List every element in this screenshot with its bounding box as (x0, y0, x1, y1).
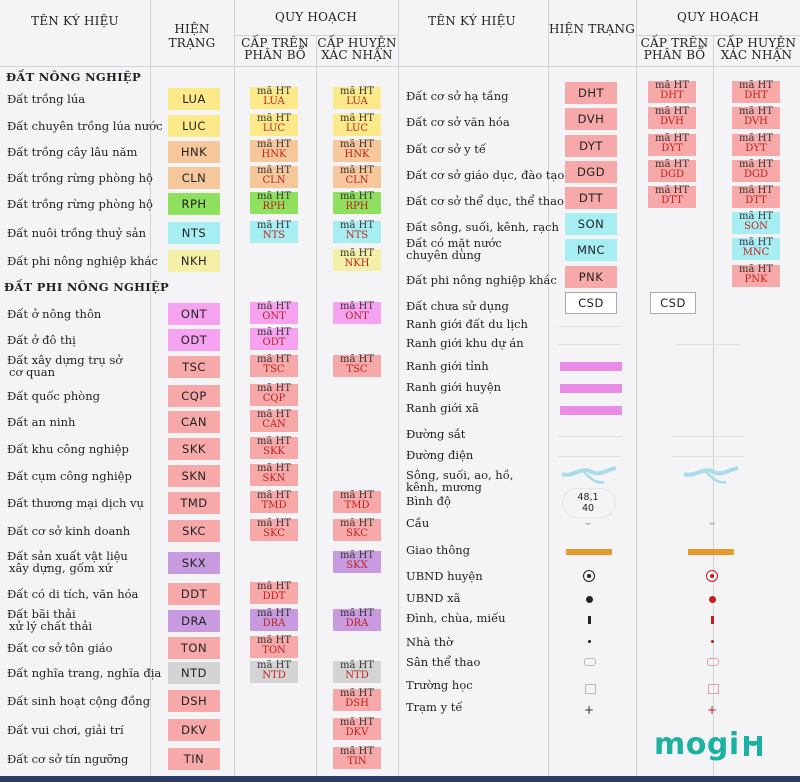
district-plan-swatch (732, 134, 780, 156)
legend-label: Ranh giới tỉnh (406, 359, 489, 373)
legend-label: Đất trồng cây lâu năm (7, 145, 138, 159)
commune-office-icon-plan (709, 596, 716, 603)
plan-code: HNK (344, 149, 370, 160)
district-plan-swatch (333, 689, 381, 711)
plan-code: CLN (262, 175, 286, 186)
plan-prefix: mã HT (654, 185, 689, 196)
contour-value: 48,1 40 (577, 492, 599, 514)
plan-prefix: mã HT (339, 490, 374, 501)
plan-code: CQP (262, 393, 286, 404)
stadium-icon (584, 658, 596, 666)
district-office-icon (583, 570, 595, 582)
current-code-swatch: LUC (168, 115, 220, 137)
plan-prefix: mã HT (256, 165, 291, 176)
plan-code: DRA (262, 618, 286, 629)
plan-prefix: mã HT (256, 383, 291, 394)
upper-plan-swatch (250, 302, 298, 324)
current-code-swatch: MNC (565, 239, 617, 261)
legend-label: Ranh giới xã (406, 401, 479, 415)
upper-plan-swatch (250, 491, 298, 513)
plan-code: HNK (261, 149, 287, 160)
header-current-right: HIỆN TRẠNG (548, 22, 636, 36)
plan-prefix: mã HT (339, 660, 374, 671)
plan-prefix: mã HT (256, 191, 291, 202)
legend-label: Trường học (406, 678, 473, 692)
legend-label: Bình độ (406, 494, 451, 508)
plan-code: NTD (262, 670, 286, 681)
legend-label: Đất phi nông nghiệp khác (406, 273, 557, 287)
legend-label: Đất quốc phòng (7, 389, 100, 403)
plan-prefix: mã HT (256, 436, 291, 447)
plan-prefix: mã HT (256, 86, 291, 97)
current-code-swatch: DDT (168, 583, 220, 605)
district-plan-swatch (333, 718, 381, 740)
upper-plan-swatch (250, 661, 298, 683)
legend-label: Đất chưa sử dụng (406, 299, 509, 313)
district-plan-swatch (333, 140, 381, 162)
plan-prefix: mã HT (256, 113, 291, 124)
plan-prefix: mã HT (256, 518, 291, 529)
upper-plan-swatch (250, 384, 298, 406)
upper-plan-swatch (250, 140, 298, 162)
legend-label: Giao thông (406, 543, 471, 557)
header-planning-right: QUY HOẠCH (676, 10, 760, 24)
plan-prefix: mã HT (256, 490, 291, 501)
upper-plan-swatch (648, 186, 696, 208)
school-icon (585, 684, 596, 694)
plan-prefix: mã HT (339, 550, 374, 561)
plan-prefix: mã HT (738, 133, 773, 144)
upper-plan-swatch (250, 582, 298, 604)
upper-plan-swatch (250, 609, 298, 631)
plan-code: LUA (263, 96, 285, 107)
plan-prefix: mã HT (256, 635, 291, 646)
plan-prefix: mã HT (256, 327, 291, 338)
plan-prefix: mã HT (256, 581, 291, 592)
legend-label: Đất xây dựng trụ sở cơ quan (7, 353, 123, 379)
upper-plan-swatch (250, 410, 298, 432)
plan-code: NTD (345, 670, 369, 681)
district-plan-swatch (732, 212, 780, 234)
health-station-icon-plan: + (706, 703, 718, 717)
legend-label: Đất trồng rừng phòng hộ (7, 171, 153, 185)
legend-label: Đất ở nông thôn (7, 307, 102, 321)
district-plan-swatch (333, 114, 381, 136)
legend-label: Đất nuôi trồng thuỷ sản (7, 226, 147, 240)
upper-plan-swatch (648, 160, 696, 182)
plan-code: DTT (661, 195, 683, 206)
legend-label: Trạm y tế (406, 700, 463, 714)
plan-code: TSC (263, 364, 285, 375)
current-code-swatch: TON (168, 637, 220, 659)
current-code-swatch: DRA (168, 610, 220, 632)
plan-code: LUC (345, 123, 369, 134)
legend-label: Đất an ninh (7, 415, 76, 429)
district-boundary-swatch (560, 384, 622, 393)
current-code-swatch: SKK (168, 438, 220, 460)
school-icon-plan (708, 684, 719, 694)
header-planning: QUY HOẠCH (274, 10, 358, 24)
legend-label: UBND huyện (406, 569, 483, 583)
legend-label: Đất có di tích, văn hóa (7, 587, 139, 601)
road-swatch-plan (688, 549, 734, 555)
legend-label: Đất phi nông nghiệp khác (7, 254, 158, 268)
plan-code: DYT (745, 143, 767, 154)
plan-code: CAN (262, 419, 286, 430)
district-plan-swatch (732, 265, 780, 287)
district-plan-swatch (333, 519, 381, 541)
header-symbol-name: TÊN KÝ HIỆU (31, 14, 119, 28)
project-boundary-line (558, 344, 622, 345)
health-station-icon: + (583, 703, 595, 717)
current-code-swatch: DSH (168, 690, 220, 712)
current-code-swatch: DYT (565, 135, 617, 157)
district-plan-swatch (333, 609, 381, 631)
current-code-swatch: TIN (168, 748, 220, 770)
plan-prefix: mã HT (256, 463, 291, 474)
plan-code: ODT (262, 337, 286, 348)
legend-label: Đất cơ sở tín ngưỡng (7, 752, 129, 766)
plan-code: DHT (660, 90, 684, 101)
upper-plan-swatch (250, 464, 298, 486)
legend-label: Sân thể thao (406, 655, 481, 669)
plan-prefix: mã HT (339, 113, 374, 124)
district-plan-swatch (732, 186, 780, 208)
plan-code: SKN (262, 473, 286, 484)
upper-plan-swatch (250, 355, 298, 377)
header-symbol-name-right: TÊN KÝ HIỆU (428, 14, 516, 28)
legend-label: Đất cụm công nghiệp (7, 469, 132, 483)
plan-prefix: mã HT (339, 220, 374, 231)
current-code-swatch: CSD (565, 292, 617, 314)
plan-prefix: mã HT (339, 301, 374, 312)
legend-label: UBND xã (406, 591, 461, 605)
plan-prefix: mã HT (339, 717, 374, 728)
commune-office-icon (586, 596, 593, 603)
current-code-swatch: SKN (168, 465, 220, 487)
plan-prefix: mã HT (339, 354, 374, 365)
project-boundary-line-plan (676, 344, 740, 345)
district-plan-swatch (732, 81, 780, 103)
plan-prefix: mã HT (339, 248, 374, 259)
tourism-boundary-line (558, 326, 622, 327)
plan-code: TON (262, 645, 286, 656)
temple-icon (588, 616, 591, 624)
plan-prefix: mã HT (256, 660, 291, 671)
temple-icon-plan (711, 616, 714, 624)
plan-code: RPH (345, 201, 369, 212)
legend-label: Cầu (406, 516, 430, 530)
current-code-swatch: ODT (168, 329, 220, 351)
plan-code: LUA (346, 96, 368, 107)
plan-code: DDT (262, 591, 286, 602)
upper-plan-swatch (250, 519, 298, 541)
plan-code: TMD (344, 500, 370, 511)
commune-boundary-swatch (560, 406, 622, 415)
upper-plan-swatch (250, 166, 298, 188)
current-code-swatch: TSC (168, 356, 220, 378)
district-plan-swatch (333, 491, 381, 513)
district-plan-swatch (333, 302, 381, 324)
plan-code: DKV (345, 727, 369, 738)
plan-code: SKC (263, 528, 285, 539)
power-line (558, 456, 622, 457)
current-code-swatch: NTD (168, 662, 220, 684)
power-line-plan (672, 456, 744, 457)
district-plan-swatch (333, 661, 381, 683)
plan-code: DGD (659, 169, 685, 180)
legend-label: Đất cơ sở kinh doanh (7, 524, 131, 538)
plan-prefix: mã HT (738, 159, 773, 170)
plan-code: DYT (661, 143, 683, 154)
legend-label: Đất cơ sở giáo dục, đào tạo (406, 168, 565, 182)
upper-plan-swatch (250, 221, 298, 243)
plan-prefix: mã HT (256, 139, 291, 150)
plan-prefix: mã HT (654, 80, 689, 91)
upper-plan-swatch (250, 437, 298, 459)
legend-label: Đất sông, suối, kênh, rạch (406, 220, 559, 234)
district-plan-swatch (333, 249, 381, 271)
header-upper-right: CẤP TRÊN PHÂN BỔ (640, 36, 709, 62)
plan-prefix: mã HT (256, 354, 291, 365)
church-icon-plan (711, 640, 714, 643)
upper-plan-swatch (648, 81, 696, 103)
upper-plan-swatch: CSD (650, 292, 696, 314)
current-code-swatch: NTS (168, 222, 220, 244)
legend-label: Đất trồng rừng phòng hộ (7, 197, 153, 211)
section-nonagri: ĐẤT PHI NÔNG NGHIỆP (4, 280, 169, 294)
current-code-swatch: DHT (565, 82, 617, 104)
plan-code: NTS (345, 230, 369, 241)
legend-label: Nhà thờ (406, 635, 453, 649)
plan-code: NKH (344, 258, 370, 269)
legend-label: Ranh giới huyện (406, 380, 502, 394)
plan-code: ONT (262, 311, 286, 322)
district-office-icon-plan (706, 570, 718, 582)
upper-plan-swatch (250, 636, 298, 658)
legend-label: Đất cơ sở thể dục, thể thao (406, 194, 564, 208)
plan-code: DSH (345, 698, 369, 709)
legend-label: Đất trồng lúa (7, 92, 86, 106)
plan-code: MNC (742, 247, 770, 258)
plan-prefix: mã HT (738, 264, 773, 275)
plan-prefix: mã HT (654, 106, 689, 117)
plan-prefix: mã HT (339, 191, 374, 202)
plan-prefix: mã HT (738, 106, 773, 117)
current-code-swatch: DTT (565, 187, 617, 209)
bridge-icon-plan: ⌣ (708, 518, 716, 529)
current-code-swatch: ONT (168, 303, 220, 325)
plan-prefix: mã HT (339, 139, 374, 150)
plan-prefix: mã HT (654, 159, 689, 170)
legend-label: Đất bãi thải xử lý chất thải (7, 607, 93, 633)
legend-label: Đất khu công nghiệp (7, 442, 129, 456)
legend-label: Đất chuyên trồng lúa nước (7, 119, 163, 133)
plan-prefix: mã HT (339, 608, 374, 619)
header-upper: CẤP TRÊN PHÂN BỔ (241, 36, 309, 62)
river-icon (560, 462, 620, 488)
plan-code: DVH (660, 116, 684, 127)
plan-code: PNK (744, 274, 768, 285)
upper-plan-swatch (648, 107, 696, 129)
river-icon-plan (682, 462, 742, 488)
plan-code: NTS (262, 230, 286, 241)
plan-code: DGD (743, 169, 769, 180)
upper-plan-swatch (250, 192, 298, 214)
current-code-swatch: DKV (168, 719, 220, 741)
district-plan-swatch (333, 87, 381, 109)
legend-label: Sông, suối, ao, hồ, (406, 468, 514, 482)
plan-code: SKK (263, 446, 285, 457)
legend-label: Đất cơ sở văn hóa (406, 115, 510, 129)
upper-plan-swatch (250, 87, 298, 109)
district-plan-swatch (732, 160, 780, 182)
plan-prefix: mã HT (738, 80, 773, 91)
legend-label: Đất cơ sở tôn giáo (7, 641, 113, 655)
plan-prefix: mã HT (256, 608, 291, 619)
district-plan-swatch (333, 355, 381, 377)
current-code-swatch: SKX (168, 552, 220, 574)
upper-plan-swatch (250, 328, 298, 350)
plan-code: RPH (262, 201, 286, 212)
legend-label: kênh, mương (406, 480, 482, 494)
upper-plan-swatch (250, 114, 298, 136)
current-code-swatch: RPH (168, 193, 220, 215)
current-code-swatch: TMD (168, 492, 220, 514)
legend-label: Đất sinh hoạt cộng đồng (7, 694, 151, 708)
plan-prefix: mã HT (738, 237, 773, 248)
road-swatch (566, 549, 612, 555)
current-code-swatch: CQP (168, 385, 220, 407)
plan-prefix: mã HT (256, 301, 291, 312)
current-code-swatch: LUA (168, 88, 220, 110)
plan-prefix: mã HT (339, 86, 374, 97)
legend-label: Đất vui chơi, giải trí (7, 723, 124, 737)
district-plan-swatch (333, 747, 381, 769)
legend-label: Ranh giới đất du lịch (406, 317, 528, 331)
header-district: CẤP HUYỆN XÁC NHẬN (317, 36, 397, 62)
plan-code: SKX (346, 560, 368, 571)
legend-label: Đất cơ sở hạ tầng (406, 89, 509, 103)
plan-code: SKC (346, 528, 368, 539)
district-plan-swatch (732, 107, 780, 129)
current-code-swatch: HNK (168, 141, 220, 163)
upper-plan-swatch (648, 134, 696, 156)
current-code-swatch: DVH (565, 108, 617, 130)
railway-line (558, 436, 622, 437)
plan-prefix: mã HT (256, 220, 291, 231)
legend-label: Đất có mặt nước chuyên dùng (406, 236, 502, 262)
district-plan-swatch (333, 551, 381, 573)
stadium-icon-plan (707, 658, 719, 666)
legend-label: Đất sản xuất vật liệu xây dựng, gốm xứ (7, 549, 128, 575)
mogi-logo: mogi (654, 727, 762, 762)
plan-code: DVH (744, 116, 768, 127)
legend-label: Đình, chùa, miếu (406, 611, 506, 625)
bridge-icon: ⌣ (584, 518, 592, 529)
current-code-swatch: SON (565, 213, 617, 235)
plan-code: TMD (261, 500, 287, 511)
current-code-swatch: PNK (565, 266, 617, 288)
header-district-right: CẤP HUYỆN XÁC NHẬN (716, 36, 797, 62)
plan-prefix: mã HT (339, 746, 374, 757)
plan-prefix: mã HT (339, 688, 374, 699)
legend-label: Đất ở đô thị (7, 333, 76, 347)
plan-prefix: mã HT (654, 133, 689, 144)
plan-prefix: mã HT (738, 211, 773, 222)
plan-code: CLN (345, 175, 369, 186)
legend-label: Đường sắt (406, 427, 466, 441)
district-plan-swatch (333, 166, 381, 188)
plan-prefix: mã HT (738, 185, 773, 196)
plan-code: ONT (345, 311, 369, 322)
province-boundary-swatch (560, 362, 622, 371)
plan-prefix: mã HT (339, 165, 374, 176)
current-code-swatch: CAN (168, 411, 220, 433)
plan-code: SON (744, 221, 768, 232)
plan-code: LUC (262, 123, 286, 134)
railway-line-plan (672, 436, 744, 437)
current-code-swatch: NKH (168, 250, 220, 272)
legend-label: Đất nghĩa trang, nghĩa địa (7, 666, 162, 680)
legend-label: Ranh giới khu dự án (406, 336, 524, 350)
plan-code: TSC (346, 364, 368, 375)
plan-code: DRA (345, 618, 369, 629)
section-agri: ĐẤT NÔNG NGHIỆP (6, 70, 141, 84)
plan-code: DHT (744, 90, 768, 101)
legend-label: Đất cơ sở y tế (406, 142, 486, 156)
legend-label: Đất thương mại dịch vụ (7, 496, 144, 510)
church-icon (588, 640, 591, 643)
district-plan-swatch (732, 238, 780, 260)
header-current: HIỆN TRẠNG (168, 22, 216, 50)
plan-prefix: mã HT (339, 518, 374, 529)
current-code-swatch: CLN (168, 167, 220, 189)
district-plan-swatch (333, 221, 381, 243)
current-code-swatch: SKC (168, 520, 220, 542)
current-code-swatch: DGD (565, 161, 617, 183)
plan-code: DTT (745, 195, 767, 206)
legend-label: Đường điện (406, 448, 474, 462)
plan-code: TIN (347, 756, 367, 767)
district-plan-swatch (333, 192, 381, 214)
bottom-strip (0, 776, 800, 782)
plan-prefix: mã HT (256, 409, 291, 420)
